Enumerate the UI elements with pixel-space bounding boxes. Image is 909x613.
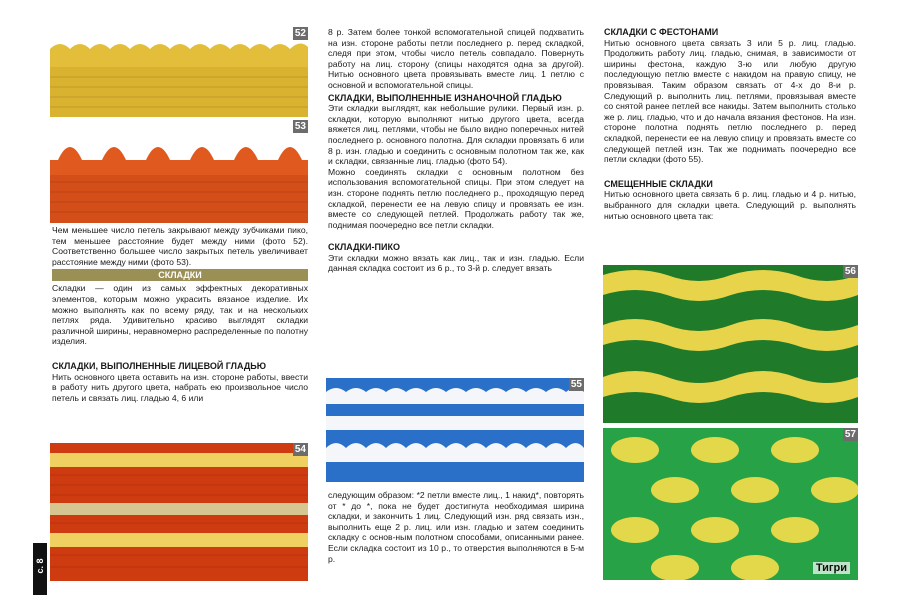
heading-feston: СКЛАДКИ С ФЕСТОНАМИ bbox=[604, 27, 719, 37]
photo-number: 54 bbox=[294, 444, 306, 455]
photo-54 bbox=[50, 443, 308, 581]
heading-licevoy: СКЛАДКИ, ВЫПОЛНЕННЫЕ ЛИЦЕВОЙ ГЛАДЬЮ bbox=[52, 360, 266, 371]
smesh-text: Нитью основного цвета связать 6 р. лиц. гладью и 4 р. нитью, выбранного для складки цвета. Следующий р. выполнять нитью основного цвета так: bbox=[604, 189, 856, 221]
photo-56 bbox=[603, 265, 858, 423]
page-number: с. 8 bbox=[35, 558, 45, 574]
column-1 bbox=[52, 225, 308, 403]
photo-number: 52 bbox=[294, 28, 306, 39]
heading-piko: СКЛАДКИ-ПИКО bbox=[328, 242, 400, 253]
photo-57 bbox=[603, 428, 858, 580]
photo-53 bbox=[50, 120, 308, 223]
section-bar-skladki: СКЛАДКИ bbox=[52, 269, 308, 281]
photo-57-image bbox=[603, 428, 858, 580]
piko-text: Эти складки можно вязать как лиц., так и изн. гладью. Если данная складка состоит из 6 р., то 3-й р. следует вязать bbox=[328, 252, 584, 274]
iznan-text: Эти складки выглядят, как небольшие рулики. Первый изн. р. складки, которую выполняют нитью другого цвета, всегда вяжется лиц. петлями, чтобы не было видно поперечных нитей последнего р. основного полотна. Для складки провязать 6 или 8 р. изн. гладью и соединить с основным полотном так же, как и складки, связанные лиц. гладью (фото 54). bbox=[328, 103, 584, 167]
photo-number: 53 bbox=[294, 121, 306, 132]
heading-smesh: СМЕЩЕННЫЕ СКЛАДКИ bbox=[604, 178, 713, 189]
piko-text-continued: следующим образом: *2 петли вместе лиц., 1 накид*, повторять от * до *, пока не будет достигнута необходимая ширина складки, и закончить 1 лиц. Следующий изн. ряд связать изн., выполнить еще 2 р. лиц. или изн. гладью и затем соединить складку с основ-ным полотном способами, описанными ранее. Если складка состоит из 10 р., то отверстия выполняются в 5-м р. bbox=[328, 490, 584, 564]
feston-text: Нитью основного цвета связать 3 или 5 р. лиц. гладью. Продолжить работу лиц. гладью, снимая, в зависимости от ширины фестона, каждую 3-ю или любую другую последующую петлю вместе с накидом на правую спицу, не провязывая. Таким образом связать от 4-х до 8-и р. Следующий р. выполнить лиц. петлями, провязывая вместе со снятой ранее петлей все накиды. Затем выполнить столько же р. лиц. гладью, что и до начала вязания фестонов. На изн. стороне полотна поднять петлю последнего р. перед складкой, перенести ее на левую спицу и провязать вместе со следующей петлей изн. Так же поднимать поочередно все петли складки (фото 55). bbox=[604, 37, 856, 165]
column-2 bbox=[328, 27, 584, 274]
join-text: Можно соединять складки с основным полотном без использования вспомогательной спицы. При этом следует на изн. стороне поднять петлю последнего р., проходящую перед складкой, перенести ее на левую спицу и провязать ее изн. вместе со следующей петлей. Продолжать работу так же, поднимая поочередно все петли складки. bbox=[328, 166, 584, 230]
intro-text: Чем меньшее число петель закрывают между зубчиками пико, тем меньшее расстояние будет между ними (фото 52). Соответственно большее число закрытых петель увеличивает расстояние между ними (фото 53). bbox=[52, 225, 308, 267]
skladki-text: Складки — один из самых эффектных декоративных элементов, которым можно украсить вязаное изделие. Их можно выполнять как по всему ряду, так и на нескольких петлях ряда. Удивительно красиво выглядят складки различной ширины, неравномерно распределенные по полотну изделия. bbox=[52, 283, 308, 347]
photo-number: 57 bbox=[844, 429, 856, 440]
photo-number: 55 bbox=[570, 379, 582, 390]
cont-text: 8 р. Затем более тонкой вспомогательной спицей подхватить на изн. стороне работы петли последнего р. перед складкой, следя при этом, чтобы число петель совпадало. Повернуть работу на лиц. сторону (спицы находятся одна за другой). Нитью основного цвета провязывать вместе лиц. 1 петлю с основной и вспомогательной спицы. bbox=[328, 27, 584, 90]
photo-54-image bbox=[50, 443, 308, 581]
page-number-tab bbox=[33, 543, 47, 595]
photo-52 bbox=[50, 27, 308, 117]
photo-52-image bbox=[50, 27, 308, 117]
photo-56-image bbox=[603, 265, 858, 423]
licevoy-text: Нить основного цвета оставить на изн. стороне работы, ввести в работу нить другого цвета, набрать ею произвольное число петель и связать лиц. гладью 4, 6 или bbox=[52, 371, 308, 403]
photo-53-image bbox=[50, 120, 308, 223]
photo-55-image bbox=[326, 378, 584, 482]
photo-number: 56 bbox=[844, 266, 856, 277]
photo-credit: Тигри bbox=[813, 562, 850, 574]
column-2-continued bbox=[328, 490, 584, 564]
column-3 bbox=[604, 27, 856, 221]
photo-55 bbox=[326, 378, 584, 482]
heading-iznan: СКЛАДКИ, ВЫПОЛНЕННЫЕ ИЗНАНОЧНОЙ ГЛАДЬЮ bbox=[328, 92, 562, 103]
